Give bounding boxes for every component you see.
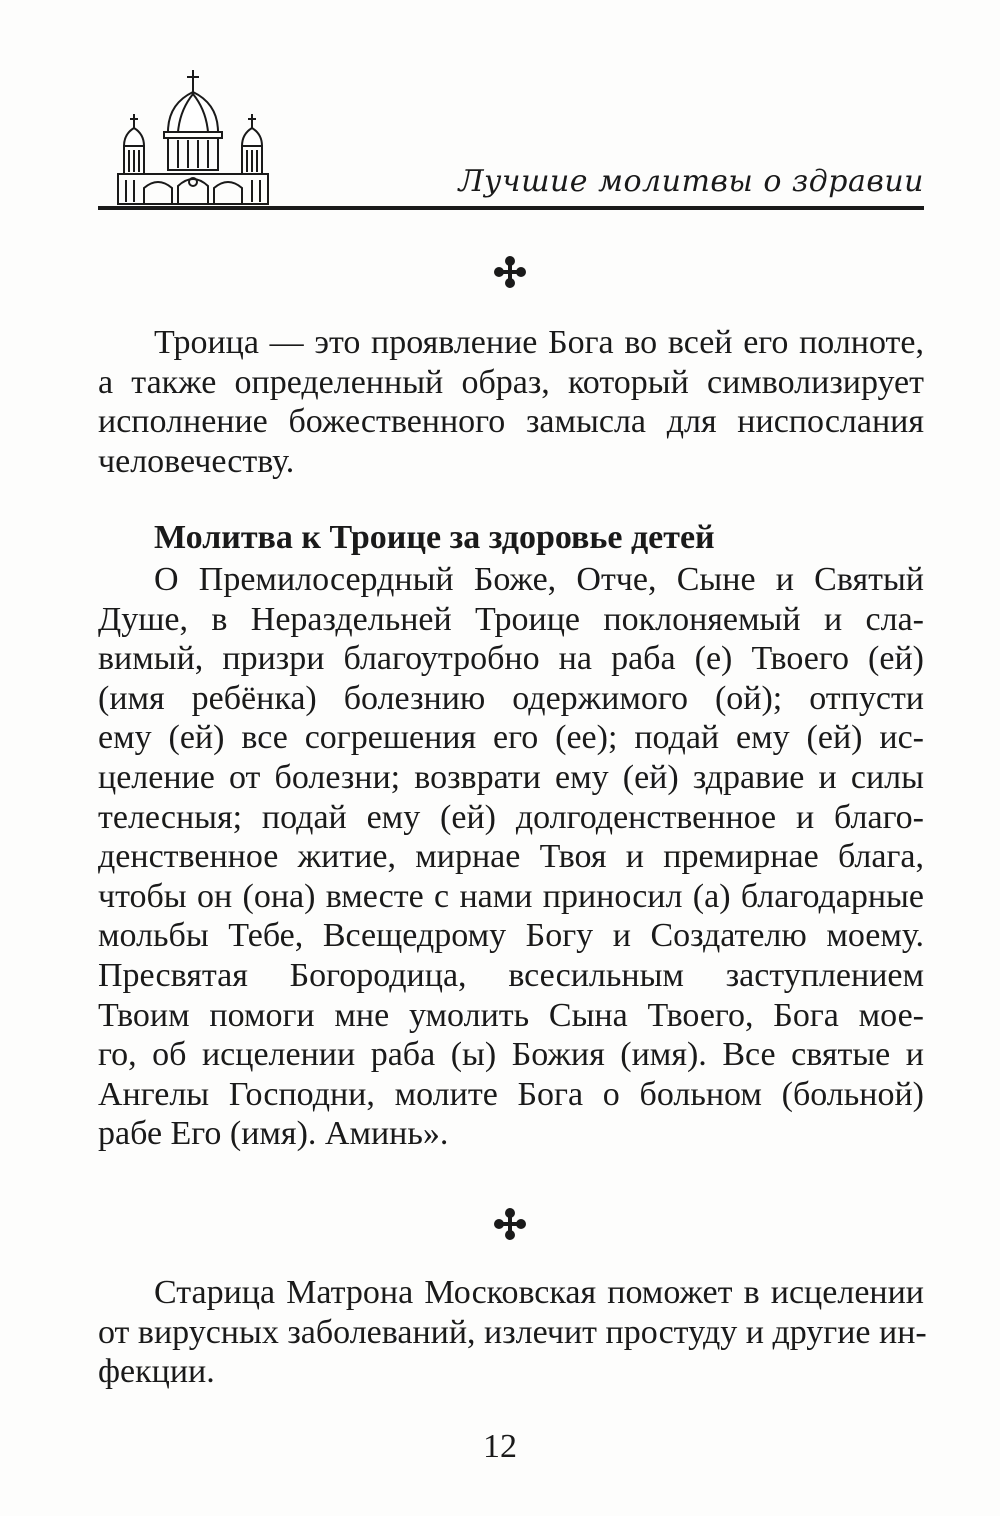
text-line: Твоим помоги мне умолить Сына Твоего, Бога мое- <box>98 996 924 1034</box>
cross-ornament-icon <box>490 252 530 292</box>
text-line: Троица — это проявление Бога во всей его полноте, <box>154 324 924 361</box>
cathedral-icon <box>98 60 288 210</box>
page-number: 12 <box>483 1428 517 1465</box>
text-line: Пресвятая Богородица, всесильным заступлением <box>98 956 924 994</box>
text-line: Старица Матрона Московская поможет в исцелении <box>154 1274 924 1311</box>
page-header <box>98 60 924 220</box>
cross-ornament-icon <box>490 1204 530 1244</box>
prayer-text <box>98 560 924 1154</box>
text-line: мольбы Тебе, Всещедрому Богу и Создателю моему. <box>98 917 924 955</box>
text-line: го, об исцелении раба (ы) Божия (имя). Все святые и <box>98 1036 924 1074</box>
matrona-paragraph <box>98 1273 927 1392</box>
text-line: вимый, призри благоутробно на раба (е) Твоего (ей) <box>98 640 924 678</box>
header-rule <box>98 206 924 210</box>
text-line: Душе, в Нераздельней Троице поклоняемый и сла- <box>98 600 924 638</box>
text-line: денственное житие, мирнае Твоя и премирнае блага, <box>98 838 924 876</box>
intro-paragraph <box>98 323 924 481</box>
text-line: человечеству. <box>98 442 295 480</box>
text-line: от вирусных заболеваний, излечит простуду и другие ин- <box>98 1313 927 1351</box>
text-line: Ангелы Господни, молите Бога о больном (больной) <box>98 1075 924 1113</box>
text-line: (имя ребёнка) болезнию одержимого (ой); отпусти <box>98 679 924 717</box>
text-line: телесныя; подай ему (ей) долгоденственное и благо- <box>98 798 924 836</box>
text-line: исполнение божественного замысла для ниспослания <box>98 403 924 441</box>
text-line: О Премилосердный Боже, Отче, Сыне и Святый <box>154 561 924 598</box>
text-line: целение от болезни; возврати ему (ей) здравие и силы <box>98 758 924 796</box>
prayer-heading: Молитва к Троице за здоровье детей <box>154 519 715 556</box>
text-line: чтобы он (она) вместе с нами приносил (а) благодарные <box>98 877 924 915</box>
text-line: рабе Его (имя). Аминь». <box>98 1115 449 1153</box>
text-line: ему (ей) все согрешения его (ее); подай ему (ей) ис- <box>98 719 924 757</box>
text-line: фекции. <box>98 1353 215 1391</box>
text-line: а также определенный образ, который символизирует <box>98 363 924 401</box>
running-title: Лучшие молитвы о здравии <box>458 164 924 199</box>
